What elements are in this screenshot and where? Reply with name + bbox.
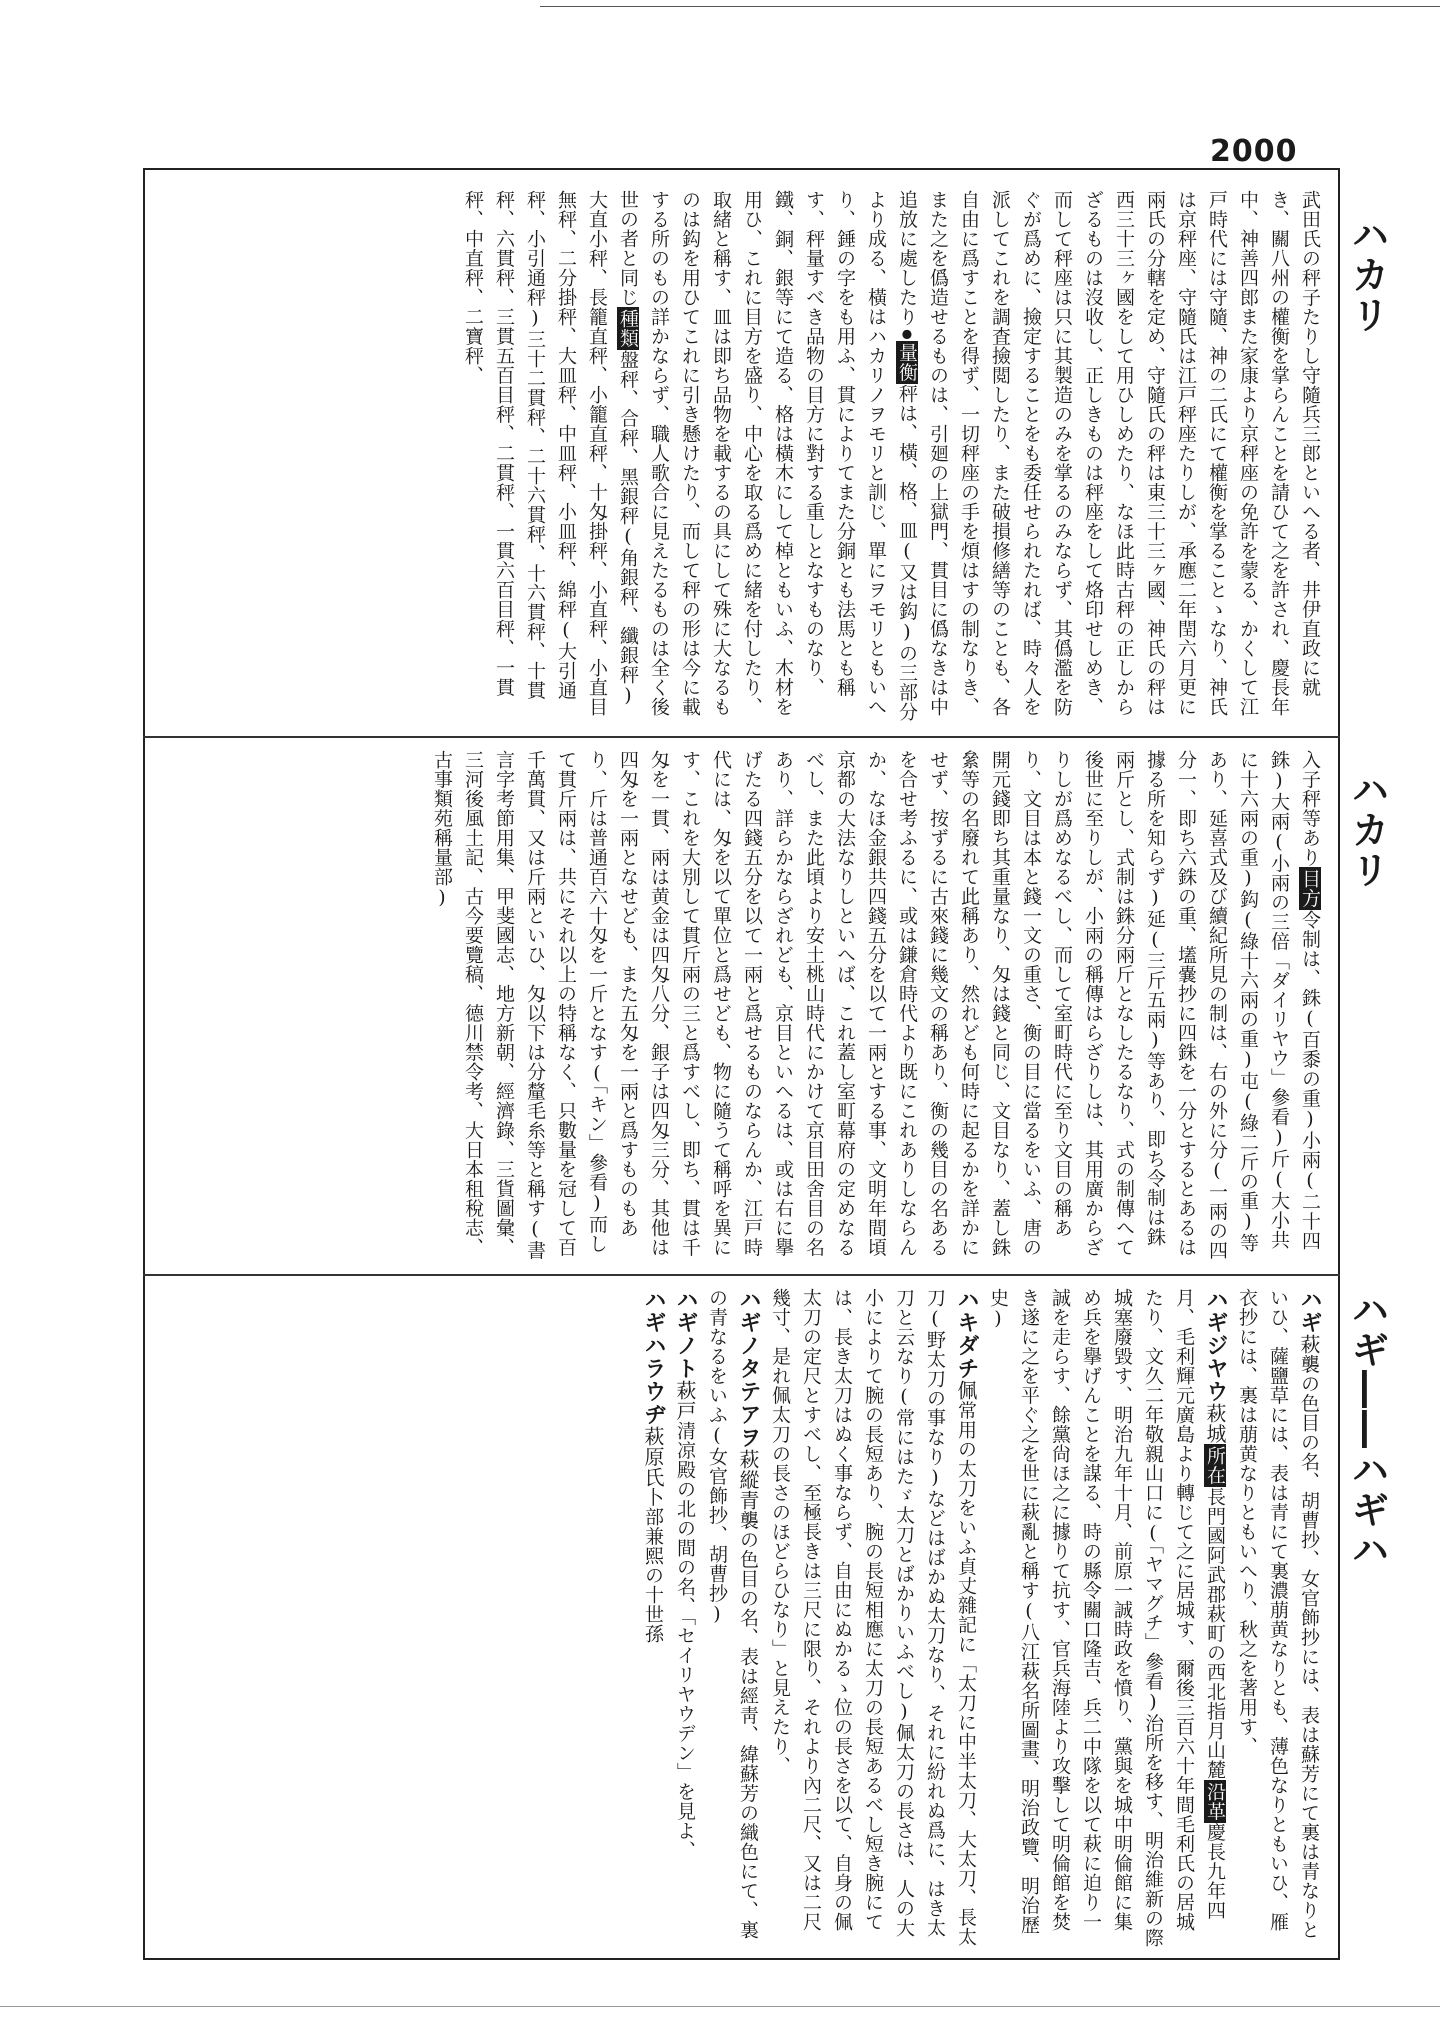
entry-head-haginoto: ハギノト xyxy=(673,1288,698,1380)
scan-edge-bottom xyxy=(0,2006,1440,2007)
upper-paragraph-cont2: 盤秤、合秤、黑銀秤(角銀秤、纖銀秤)大直小秤、長籠直秤、小籠直秤、十匁掛秤、小直秤、小直目無秤、二分掛秤、大皿秤、中皿秤、小皿秤、綿秤(大引通秤、小引通秤)三十二貫秤、二十六貫秤、十六貫秤、十貫秤、六貫秤、三貫五百目秤、二貫秤、一貫六百目秤、一貫秤、中直秤、二寶秤、 xyxy=(462,190,639,717)
entry-hagiharauji xyxy=(642,1288,664,1644)
label-enkaku: 沿革 xyxy=(1204,1781,1226,1821)
entry-head-hagijou: ハギジヤウ xyxy=(1203,1288,1228,1403)
entry-haginoto xyxy=(674,1288,696,1860)
entry-head-haginotateao: ハギノタテアヲ xyxy=(736,1288,761,1449)
entry-hagijou xyxy=(987,1288,1226,1948)
entry-head-hagiharauji: ハギハラウヂ xyxy=(641,1288,666,1426)
upper-paragraph: 武田氏の秤子たりし守隨兵三郎といへる者、井伊直政に就き、關八州の權衡を掌らんことを請ひて之を許され、慶長年中、神善四郎また家康より京秤座の免許を蒙る、かくして江戸時代には守隨、神の二氏にて權衡を掌ることゝなり、神氏は京秤座、守隨氏は江戸秤座たりしが、承應二年閏六月更に兩氏の分轄を定め、守隨氏の秤は東三十三ヶ國、神氏の秤は西三十三ヶ國をして用ひしめたり、なほ此時古秤の正しからざるものは沒收し、正しきものは秤座をして烙印せしめき、而して秤座は只に其製造のみを掌るのみならず、其僞濫を防ぐが爲めに、撿定することをも委任せられたれば、時々人を派してこれを調査撿閲したり、また破損修繕等のことも、各自由に爲すことを得ず、一切秤座の手を煩はすの制なりき、また之を僞造せるものは、引廻の上獄門、貫目に僞なきは中追放に處したり xyxy=(896,190,1321,717)
label-shurui: 種類 xyxy=(617,309,639,348)
running-head-top: ハカリ xyxy=(1345,215,1389,335)
entry-haginotateao xyxy=(706,1288,759,1940)
entry-text2-hagijou: 慶長九年四月、毛利輝元廣島より轉じて之に居城す、爾後三百六十年間毛利氏の居城たり、文久二年敬親山口に(「ヤマグチ」參看)治所を移す、明治維新の際城塞廢毀す、明治九年十月、前原一誠時政を憤り、黨與を城中明倫館に集め兵を擧げんことを謀る、時の縣令關口隆吉、兵二中隊を以て萩に迫り一誠を走らす、餘黨尙ほ之に據りて抗す、官兵海陸より攻擊して明倫館を焚き遂に之を平ぐ之を世に萩亂と稱す(八江萩名所圖畫、明治政覽、明治歷史) xyxy=(987,1288,1226,1948)
scan-edge-top xyxy=(540,6,1440,7)
running-head-bottom: ハギ――ハギハ xyxy=(1345,1290,1389,1570)
middle-lead: 入子秤等あり xyxy=(1299,750,1321,867)
entry-head-hagi: ハギ xyxy=(1297,1288,1322,1334)
entry-kanji-hakidachi: 佩 xyxy=(954,1380,978,1401)
entry-text-hagiharauji: 卜部兼熙の十世孫 xyxy=(642,1487,664,1644)
label-ryoko: 量衡 xyxy=(896,343,918,382)
upper-text-block: 武田氏の秤子たりし守隨兵三郎といへる者、井伊直政に就き、關八州の權衡を掌らんことを請ひて之を許され、慶長年中、神善四郎また家康より京秤座の免許を蒙る、かくして江戸時代には守隨、神の二氏にて權衡を掌ることゝなり、神氏は京秤座、守隨氏は江戸秤座たりしが、承應二年閏六月更に兩氏の分轄を定め、守隨氏の秤は東三十三ヶ國、神氏の秤は西三十三ヶ國をして用ひしめたり、なほ此時古秤の正しからざるものは沒收し、正しきものは秤座をして烙印せしめき、而して秤座は只に其製造のみを掌るのみならず、其僞濫を防ぐが爲めに、撿定することをも委任せられたれば、時々人を派してこれを調査撿閲したり、また破損修繕等のことも、各自由に爲すことを得ず、一切秤座の手を煩はすの制なりき、また之を僞造せるものは、引廻の上獄門、貫目に僞なきは中追放に處したり●量衡秤は、橫、格、皿(又は鈎)の三部分より成る、橫はハカリノヲモリと訓じ、單にヲモリともいへり、錘の字をも用ふ、貫によりてまた分銅とも法馬とも稱す、秤量すべき品物の目方に對する重しとなすものなり、鐵、銅、銀等にて造る、格は橫木にして棹ともいふ、木材を用ひ、これに目方を盛り、中心を取る爲めに緒を付したり、取緒と稱す、皿は即ち品物を載するの具にして殊に大なるものは鈎を用ひてこれに引き懸けたり、而して秤の形は今に載する所のもの詳かならず、職人歌合に見えたるものは全く後世の者と同じ種類盤秤、合秤、黑銀秤(角銀秤、纖銀秤)大直小秤、長籠直秤、小籠直秤、十匁掛秤、小直秤、小直目無秤、二分掛秤、大皿秤、中皿秤、小皿秤、綿秤(大引通秤、小引通秤)三十二貫秤、二十六貫秤、十六貫秤、十貫秤、六貫秤、三貫五百目秤、二貫秤、一貫六百目秤、一貫秤、中直秤、二寶秤、 xyxy=(462,190,1321,722)
lower-text-block xyxy=(170,1288,1325,1948)
entry-hakidachi xyxy=(769,1288,977,1947)
entry-kanji-haginoto: 萩戸 xyxy=(673,1380,697,1421)
entry-head-hakidachi: ハキダチ xyxy=(954,1288,979,1380)
entry-text-hagi: 襲の色目の名、胡曹抄、女官飾抄には、表は蘇芳にて裏は青なりといひ、薩鹽草には、表は青にて裏濃萠黄なりとも、薄色なりともいひ、雁衣抄には、裏は萠黄なりともいへり、秋之を著用す、 xyxy=(1236,1288,1320,1940)
entry-kanji-hagi: 萩 xyxy=(1297,1334,1321,1355)
middle-paragraph: 令制は、銖(百黍の重)小兩(二十四銖)大兩(小兩の三倍「ダイリヤウ」參看)斤(大小共に十六兩の重)鈎(綠十六兩の重)屯(綠二斤の重)等あり、延喜式及び續紀所見の制は、右の外に分(一兩の四分一、即ち六銖の重、壒嚢抄に四銖を一分とするとあるは據る所を知らず)延(三斤五兩)等あり、即ち令制は銖兩斤とし、式制は銖分兩斤となしたるなり、式の制傳へて後世に至りしが、小兩の稱傳はらざりしは、其用廣からざりしが爲めなるべし、而して室町時代に至り文目の稱あり、文目は本と錢一文の重さ、衡の目に當るをいふ、唐の開元錢即ち其重量なり、匁は錢と同じ、文目なり、蓋し銖絫等の名廢れて此稱あり、然れども何時に起るかを詳かにせず、按ずるに古來錢に幾文の稱あり、衡の幾目の名あるを合せ考ふるに、或は鎌倉時代より既にこれありしならんか、なほ金銀共四錢五分を以て一兩とする事、文明年間頃京都の大法なりしといへば、これ蓋し室町幕府の定めなるべし、また此頃より安土桃山時代にかけて京目田舍目の名あり、詳らかならざれども、京目といへるは、或は右に擧げたる四錢五分を以て一兩と爲せるものならんか、江戸時代には、匁を以て單位と爲せども、物に隨うて稱呼を異にす、これを大別して貫斤兩の三と爲すべし、即ち、貫は千匁を一貫、兩は黄金は四匁八分、銀子は四匁三分、其他は四匁を一兩となせども、また五匁を一兩と爲すものもあり、斤は普通百六十匁を一斤となす(「キン」參看)而して貫斤兩は、共にそれ以上の特稱なく、只數量を冠して百千萬貫、又は斤兩といひ、匁以下は分釐毛糸等と稱す(書言字考節用集、甲斐國志、地方新朝、經濟錄、三貨圖彙、三河後風土記、古今要覽稿、德川禁令考、大日本租稅志、古事類苑稱量部) xyxy=(431,750,1321,1260)
label-shozai: 所在 xyxy=(1204,1446,1226,1485)
divider-lower xyxy=(143,1274,1340,1276)
divider-upper xyxy=(143,736,1340,738)
entry-hagi xyxy=(1236,1288,1320,1940)
entry-text-hagijou: 長門國阿武郡萩町の西北指月山麓 xyxy=(1204,1487,1226,1780)
entry-kanji-hagiharauji: 萩原氏 xyxy=(641,1426,665,1488)
page-number: 2000 xyxy=(1210,134,1298,169)
entry-text-haginoto: 清凉殿の北の間の名、「セイリヤウデン」を見よ、 xyxy=(674,1421,696,1860)
label-mekata: 目方 xyxy=(1299,869,1321,908)
middle-text-block xyxy=(170,750,1325,1265)
running-head-middle: ハカリ xyxy=(1345,770,1389,890)
entry-kanji-hagijou: 萩城 xyxy=(1203,1403,1227,1444)
entry-text-hakidachi: 常用の太刀をいふ貞丈雜記に「太刀に中半太刀、大太刀、長太刀(野太刀の事なり)などはばかぬ太刀なり、それに紛れぬ爲に、はき太刀と云なり(常にはたゞ太刀とばかりいふべし)佩太刀の長さは、人の大小によりて腕の長短あり、腕の長短相應に太刀の長短あるべし短き腕にては、長き太刀はぬく事ならず、自由にぬかるゝ位の長さを以て、自身の佩太刀の定尺とすべし、至極長きは三尺に限り、それより內二尺、又は二尺幾寸、是れ佩太刀の長さのほどらひなり」と見えたり、 xyxy=(769,1288,977,1947)
upper-paragraph-cont: 秤は、橫、格、皿(又は鈎)の三部分より成る、橫はハカリノヲモリと訓じ、單にヲモリともいへり、錘の字をも用ふ、貫によりてまた分銅とも法馬とも稱す、秤量すべき品物の目方に對する重しとなすものなり、鐵、銅、銀等にて造る、格は橫木にして棹ともいふ、木材を用ひ、これに目方を盛り、中心を取る爲めに緒を付したり、取緒と稱す、皿は即ち品物を載するの具にして殊に大なるものは鈎を用ひてこれに引き懸けたり、而して秤の形は今に載する所のもの詳かならず、職人歌合に見えたるものは全く後世の者と同じ xyxy=(617,190,918,722)
entry-kanji-haginotateao: 萩縱青 xyxy=(736,1449,760,1511)
entry-text-haginotateao: 襲の色目の名、表は經靑、緯蘇芳の織色にて、裏の青なるをいふ(女官飾抄、胡曹抄) xyxy=(706,1288,759,1940)
